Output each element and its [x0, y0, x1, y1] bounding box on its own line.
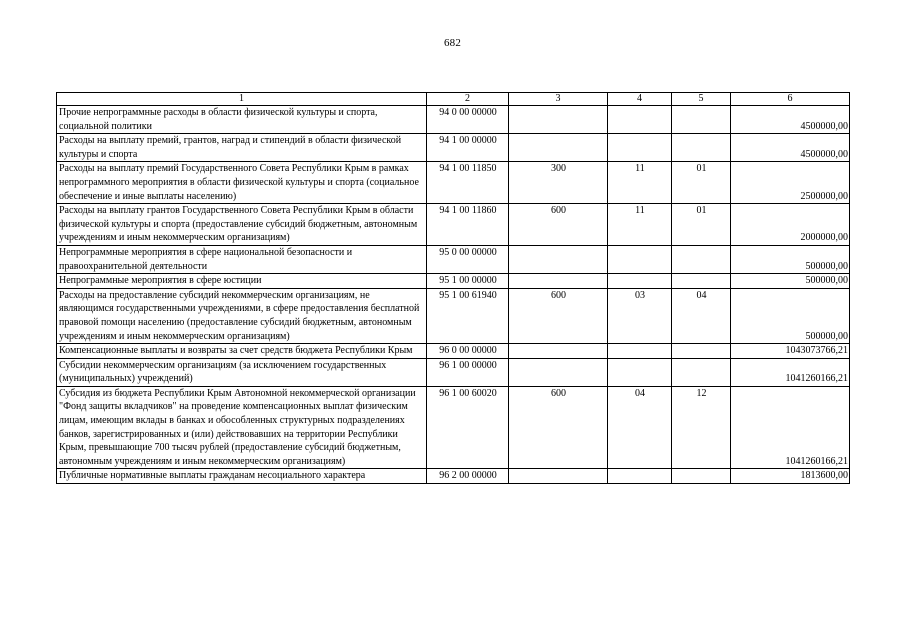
row-expense-type: 600 — [509, 288, 608, 343]
table-row — [57, 386, 850, 469]
row-expense-type — [509, 106, 608, 134]
row-target-code: 94 1 00 11850 — [427, 162, 509, 204]
row-description: Непрограммные мероприятия в сфере национальной безопасности и правоохранительной деятельности — [57, 245, 427, 273]
row-amount: 4500000,00 — [731, 134, 850, 162]
row-section — [608, 134, 672, 162]
row-subsection: 12 — [672, 386, 731, 469]
row-description: Прочие непрограммные расходы в области физической культуры и спорта, социальной политики — [57, 106, 427, 134]
row-expense-type — [509, 134, 608, 162]
table-header-row — [57, 93, 850, 106]
row-expense-type — [509, 469, 608, 484]
row-expense-type: 600 — [509, 204, 608, 246]
row-amount: 1813600,00 — [731, 469, 850, 484]
column-header-3: 3 — [509, 93, 608, 106]
row-amount: 500000,00 — [731, 274, 850, 289]
column-header-5: 5 — [672, 93, 731, 106]
row-subsection: 01 — [672, 162, 731, 204]
page-number: 682 — [443, 37, 462, 49]
row-description: Публичные нормативные выплаты гражданам несоциального характера — [57, 469, 427, 484]
row-amount: 4500000,00 — [731, 106, 850, 134]
row-amount: 2500000,00 — [731, 162, 850, 204]
row-section — [608, 245, 672, 273]
row-target-code: 96 2 00 00000 — [427, 469, 509, 484]
row-amount: 500000,00 — [731, 245, 850, 273]
row-section: 04 — [608, 386, 672, 469]
row-section — [608, 469, 672, 484]
table-row — [57, 358, 850, 386]
row-expense-type: 300 — [509, 162, 608, 204]
row-description: Расходы на предоставление субсидий некоммерческим организациям, не являющимся государственными учреждениями, в сфере предоставления бесплатной правовой помощи населению (предоставление субсидий бюджетным, автономным учреждениям и иным некоммерческим организациям) — [57, 288, 427, 343]
row-description: Субсидии некоммерческим организациям (за исключением государственных (муниципальных) учреждений) — [57, 358, 427, 386]
row-amount: 2000000,00 — [731, 204, 850, 246]
row-amount: 1041260166,21 — [731, 386, 850, 469]
row-expense-type — [509, 274, 608, 289]
column-header-4: 4 — [608, 93, 672, 106]
row-subsection — [672, 106, 731, 134]
row-subsection — [672, 134, 731, 162]
row-description: Расходы на выплату премий Государственного Совета Республики Крым в рамках непрограммного мероприятия в области физической культуры и спорта (социальное обеспечение и иные выплаты населению) — [57, 162, 427, 204]
row-target-code: 95 1 00 00000 — [427, 274, 509, 289]
row-target-code: 96 1 00 60020 — [427, 386, 509, 469]
table-row — [57, 288, 850, 343]
row-section: 03 — [608, 288, 672, 343]
row-target-code: 96 0 00 00000 — [427, 344, 509, 359]
row-section — [608, 106, 672, 134]
row-subsection — [672, 469, 731, 484]
row-amount: 1041260166,21 — [731, 358, 850, 386]
row-subsection: 04 — [672, 288, 731, 343]
row-section — [608, 358, 672, 386]
row-expense-type — [509, 344, 608, 359]
row-subsection: 01 — [672, 204, 731, 246]
column-header-6: 6 — [731, 93, 850, 106]
row-target-code: 96 1 00 00000 — [427, 358, 509, 386]
row-target-code: 94 1 00 11860 — [427, 204, 509, 246]
row-section: 11 — [608, 162, 672, 204]
row-section — [608, 274, 672, 289]
row-subsection — [672, 245, 731, 273]
row-description: Непрограммные мероприятия в сфере юстиции — [57, 274, 427, 289]
row-description: Субсидия из бюджета Республики Крым Автономной некоммерческой организации "Фонд защиты вкладчиков" на проведение компенсационных выплат физическим лицам, имеющим вклады в банках и обособленных структурных подразделениях банков, зарегистрированных и (или) действовавших на территории Республики Крым, превышающие 700 тысяч рублей (предоставление субсидий бюджетным, автономным учреждениям и иным некоммерческим организациям) — [57, 386, 427, 469]
row-expense-type — [509, 358, 608, 386]
budget-table — [56, 92, 850, 484]
table-row — [57, 469, 850, 484]
row-target-code: 95 1 00 61940 — [427, 288, 509, 343]
row-subsection — [672, 344, 731, 359]
column-header-2: 2 — [427, 93, 509, 106]
table-row — [57, 245, 850, 273]
column-header-1: 1 — [57, 93, 427, 106]
table-row — [57, 106, 850, 134]
row-subsection — [672, 358, 731, 386]
table-row — [57, 274, 850, 289]
row-amount: 500000,00 — [731, 288, 850, 343]
table-row — [57, 162, 850, 204]
row-section — [608, 344, 672, 359]
row-expense-type: 600 — [509, 386, 608, 469]
row-description: Расходы на выплату грантов Государственного Совета Республики Крым в области физической культуры и спорта (предоставление субсидий бюджетным, автономным учреждениям и иным некоммерческим организациям) — [57, 204, 427, 246]
row-subsection — [672, 274, 731, 289]
row-amount: 1043073766,21 — [731, 344, 850, 359]
row-expense-type — [509, 245, 608, 273]
table-row — [57, 134, 850, 162]
table-row — [57, 344, 850, 359]
row-description: Расходы на выплату премий, грантов, наград и стипендий в области физической культуры и спорта — [57, 134, 427, 162]
row-section: 11 — [608, 204, 672, 246]
table-row — [57, 204, 850, 246]
row-target-code: 94 1 00 00000 — [427, 134, 509, 162]
row-description: Компенсационные выплаты и возвраты за счет средств бюджета Республики Крым — [57, 344, 427, 359]
row-target-code: 94 0 00 00000 — [427, 106, 509, 134]
row-target-code: 95 0 00 00000 — [427, 245, 509, 273]
